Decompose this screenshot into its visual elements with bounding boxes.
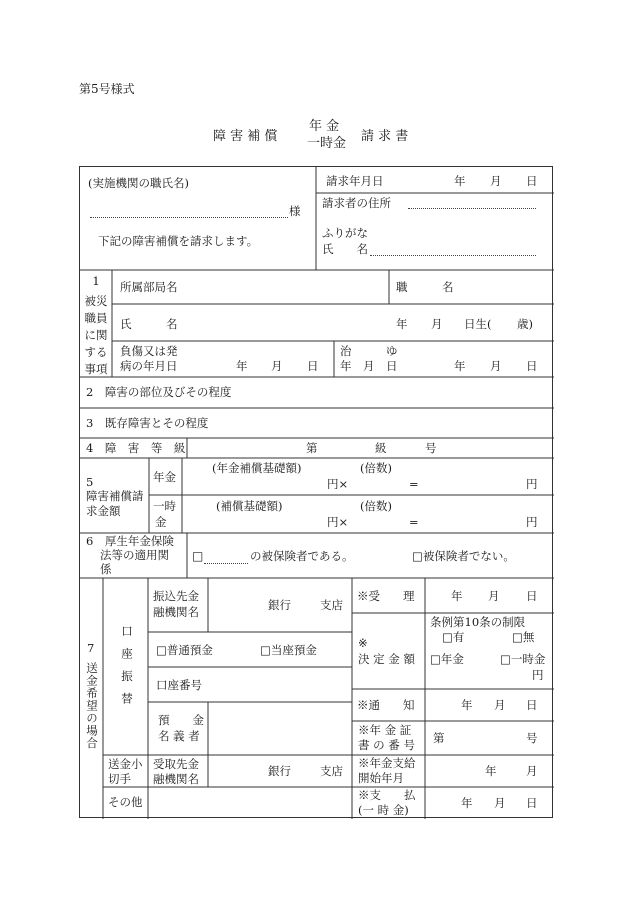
cure-year: 年 xyxy=(454,359,466,373)
insurance-type-line[interactable] xyxy=(204,563,248,564)
title-right: 請 求 書 xyxy=(361,129,409,144)
pay-month: 月 xyxy=(494,796,506,810)
limit-has-option[interactable]: □有 xyxy=(442,630,465,644)
cert-go: 号 xyxy=(526,731,538,745)
pension-yen: 円 xyxy=(526,477,538,491)
section6-label-3: 係 xyxy=(100,562,112,576)
received-year: 年 xyxy=(451,589,463,603)
recv-bank-label-2: 融機関名 xyxy=(153,772,199,786)
claimant-name-line[interactable] xyxy=(370,255,536,256)
decision-yen: 円 xyxy=(532,668,544,682)
section2-label: 2 障害の部位及びその程度 xyxy=(86,385,232,399)
recv-bank-label-1: 受取先金 xyxy=(153,757,199,771)
holder-label-1: 預 金 xyxy=(158,713,204,727)
cure-day: 日 xyxy=(526,359,538,373)
lump-base: (補償基礎額) xyxy=(216,499,283,513)
decision-mark: ※ xyxy=(358,636,368,650)
lump-label-2: 金 xyxy=(155,515,167,529)
account-number-label: 口座番号 xyxy=(156,678,202,692)
section5-label-2: 求金額 xyxy=(86,504,121,518)
dept-label: 所属部局名 xyxy=(120,280,178,294)
claim-form-table xyxy=(79,166,553,818)
notice-label: ※通 知 xyxy=(357,698,415,712)
pay-label-2: (一 時 金) xyxy=(358,803,409,817)
section4-label: 4 障 害 等 級 xyxy=(86,441,186,455)
received-month: 月 xyxy=(488,589,500,603)
cure-month: 月 xyxy=(490,359,502,373)
cert-label-1: ※年 金 証 xyxy=(358,723,412,737)
cure-label-1: 治 ゆ xyxy=(340,344,398,358)
decision-lump-option[interactable]: □一時金 xyxy=(500,652,546,666)
form-number: 第5号様式 xyxy=(79,82,135,96)
lump-yen-times: 円× xyxy=(327,515,349,529)
request-year: 年 xyxy=(454,174,466,188)
grade-dai: 第 xyxy=(306,441,318,455)
recv-bank-suffix: 銀行 xyxy=(268,764,291,778)
lump-yen: 円 xyxy=(526,515,538,529)
lump-label-1: 一時 xyxy=(153,499,176,513)
claimant-name-label: 氏 名 xyxy=(322,242,368,256)
pay-label-1: ※支 払 xyxy=(358,788,416,802)
title-left: 障 害 補 償 xyxy=(213,129,278,144)
ordinance-limit-label: 条例第10条の制限 xyxy=(430,615,526,629)
section3-label: 3 既存障害とその程度 xyxy=(86,416,209,430)
money-order-label-2: 切手 xyxy=(108,772,131,786)
table-grid-lines xyxy=(80,167,554,819)
cure-label-2: 年 月 日 xyxy=(340,359,398,373)
address-label: 請求者の住所 xyxy=(322,196,391,210)
pay-year: 年 xyxy=(461,796,473,810)
section7-number: 7 xyxy=(87,641,95,655)
injury-label-2: 病の年月日 xyxy=(120,359,178,373)
agency-label: (実施機関の職氏名) xyxy=(88,176,189,190)
injury-day: 日 xyxy=(307,359,319,373)
honorific: 様 xyxy=(289,204,301,218)
bank-suffix: 銀行 xyxy=(268,598,291,612)
section5-label-1: 障害補償請 xyxy=(86,489,144,503)
limit-none-option[interactable]: □無 xyxy=(512,630,535,644)
start-year: 年 xyxy=(485,764,497,778)
request-text: 下記の障害補償を請求します。 xyxy=(98,234,259,248)
cert-label-2: 書 の 番 号 xyxy=(358,738,415,752)
pension-yen-times: 円× xyxy=(327,477,349,491)
money-order-label-1: 送金小 xyxy=(108,757,143,771)
notice-day: 日 xyxy=(526,698,538,712)
notice-year: 年 xyxy=(461,698,473,712)
lump-equals: = xyxy=(409,515,419,529)
injury-month: 月 xyxy=(271,359,283,373)
decision-pension-option[interactable]: □年金 xyxy=(430,652,464,666)
lump-multiplier: (倍数) xyxy=(360,499,392,513)
section6-label-2: 法等の適用関 xyxy=(100,548,169,562)
pension-equals: = xyxy=(409,477,419,491)
form-title xyxy=(213,115,423,149)
birth-month: 月 xyxy=(431,317,443,331)
grade-go: 号 xyxy=(425,441,437,455)
section5-number: 5 xyxy=(86,475,94,489)
start-label-2: 開始年月 xyxy=(358,771,404,785)
insured-checkbox[interactable]: □ xyxy=(192,549,204,563)
holder-label-2: 名 義 者 xyxy=(158,729,200,743)
received-label: ※受 理 xyxy=(357,589,415,603)
grade-kyu: 級 xyxy=(375,441,387,455)
start-month: 月 xyxy=(526,764,538,778)
birth-year: 年 xyxy=(396,317,408,331)
section7-vertical-label: 送金希望の場合 xyxy=(85,662,99,750)
bank-label-2: 融機関名 xyxy=(153,605,199,619)
victim-name-label: 氏 名 xyxy=(120,317,178,331)
pay-day: 日 xyxy=(526,796,538,810)
position-label: 職 名 xyxy=(396,280,454,294)
received-day: 日 xyxy=(526,589,538,603)
title-upper: 年 金 xyxy=(309,119,340,134)
other-label: その他 xyxy=(108,795,143,809)
current-deposit-option[interactable]: □当座預金 xyxy=(260,643,317,657)
request-month: 月 xyxy=(490,174,502,188)
furigana-label: ふりがな xyxy=(322,226,368,240)
injury-year: 年 xyxy=(236,359,248,373)
not-insured-option[interactable]: □被保険者でない。 xyxy=(412,549,515,563)
account-transfer-label: 口座振替 xyxy=(120,625,134,715)
request-date-label: 請求年月日 xyxy=(326,174,384,188)
pension-base: (年金補償基礎額) xyxy=(212,461,302,475)
recv-branch-suffix: 支店 xyxy=(320,764,343,778)
insured-text: の被保険者である。 xyxy=(250,549,354,563)
injury-label-1: 負傷又は発 xyxy=(120,344,178,358)
start-label-1: ※年金支給 xyxy=(358,756,416,770)
title-lower: 一時金 xyxy=(307,136,347,151)
address-line[interactable] xyxy=(408,208,536,209)
branch-suffix: 支店 xyxy=(320,598,343,612)
ordinary-deposit-option[interactable]: □普通預金 xyxy=(156,643,213,657)
section1-heading: 1 被災 職員 に関 する 事項 xyxy=(84,274,108,376)
request-day: 日 xyxy=(526,174,538,188)
agency-name-line[interactable] xyxy=(90,217,288,218)
pension-multiplier: (倍数) xyxy=(360,461,392,475)
pension-label: 年金 xyxy=(153,470,176,484)
cert-dai: 第 xyxy=(433,731,445,745)
age: 歳) xyxy=(517,317,533,331)
decision-amount-label: 決 定 金 額 xyxy=(358,652,415,666)
bank-label-1: 振込先金 xyxy=(153,589,199,603)
notice-month: 月 xyxy=(494,698,506,712)
section6-label-1: 6 厚生年金保険 xyxy=(86,534,174,548)
birth-day: 日生( xyxy=(464,317,492,331)
